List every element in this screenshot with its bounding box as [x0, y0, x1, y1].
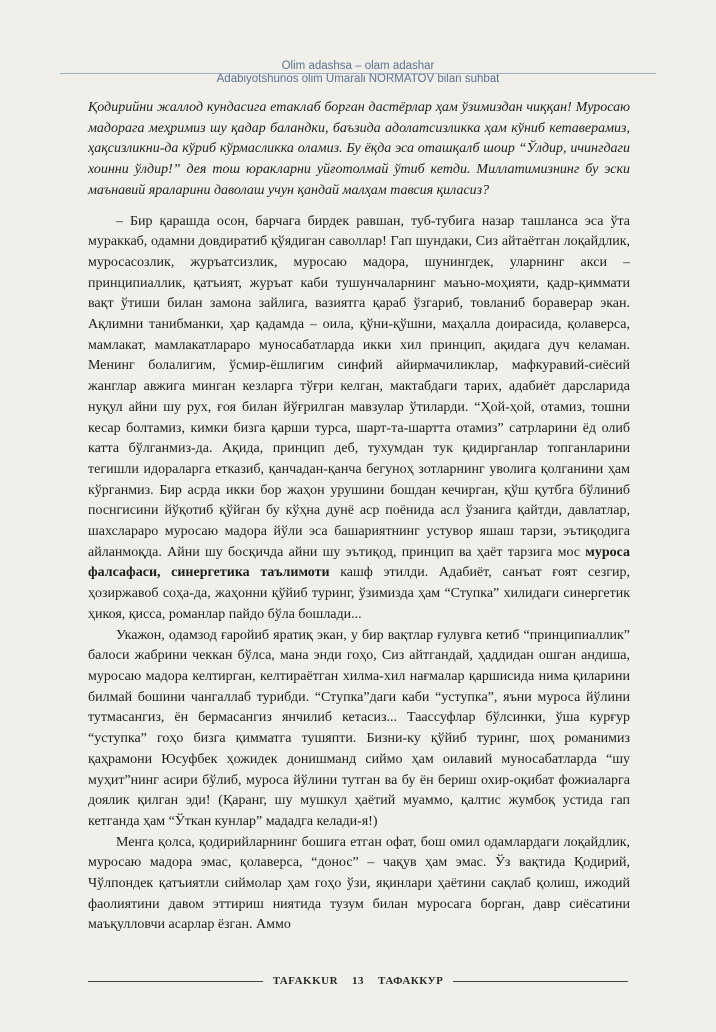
- answer-paragraph-3: Менга қолса, қодирийларнинг бошига етган офат, бош омил одамлардаги лоқайдлик, муросаю мадора эмас, қолаверса, “донос” – чақув ҳам эмас. Ўз вақтида Қодирий, Чўлпондек қатъиятли сиймолар ҳам гоҳо ўзи, яқинлари ҳаётини сақлаб қолиш, ижодий фаолиятини давом эттириш ниятида тузум билан муросага борган, давр сиёсатини маъқулловчи асарлар ёзган. Аммо: [88, 834, 630, 933]
- footer-magazine-latin: TAFAKKUR: [272, 975, 339, 987]
- answer-paragraph-1: [88, 212, 630, 626]
- footer-rule-right: [453, 981, 628, 982]
- footer-magazine-cyrillic: ТАФАККУР: [378, 975, 444, 987]
- header-title: Olim adashsa – olam adashar: [281, 60, 435, 72]
- page-number: 13: [352, 975, 365, 987]
- paragraph-text: – Бир қарашда осон, барчага бирдек равшан, туб-тубига назар ташланса эса ўта мураккаб, одамни довдиратиб қўядиган саволлар! Гап шундаки, Сиз айтаётган лоқайдлик, муросасозлик, журъатсизлик, муросаю мадора, шунингдек, уларнинг акси – принципиаллик, қатъият, журъат каби тушунчаларнинг маъно-моҳияти, қадр-қиммати вақт ўтиши билан замона зайлига, вазиятга қараб ўзгариб, товланиб бораверар экан. Ақлимни танибманки, ҳар қадамда – оила, қўни-қўшни, маҳалла доирасида, қолаверса, мамлакат, мамлакатлараро муносабатларда икки хил принцип, ақидага дуч келаман. Менинг болалигим, ўсмир-ёшлигим синфий айирмачиликлар, мафкуравий-сиёсий жанглар авжига минган кезларга тўғри келган, мактабдаги тарих, адабиёт дарсларида нуқул айни шу рух, ғоя билан йўғрилган мавзулар ўтиларди. “Ҳой-ҳой, отамиз, тошни кесар болтамиз, кимки бизга қарши турса, шарт-та-шартта отамиз” сатрларини ёд олиб катта бўлганмиз-да. Ақида, принцип деб, тухумдан тук қидирганлар топганларини тегишли идораларга етказиб, қанчадан-қанча бегуноҳ зотларнинг уволига қолганини ҳам кўрганмиз. Бир асрда икки бор жаҳон урушини бошдан кечирган, қўш қутбга бўлиниб поснгисини йўқотиб қўйган бу кўҳна дунё аср поёнида асл ўзанига қайтди, давлатлар, шахслараро муросаю мадора йўли эса башариятнинг устувор яшаш тарзи, эътиқодига айланмоқда. Айни шу босқичда айни шу эътиқод, принцип ва ҳаёт тарзига мос: [88, 213, 630, 560]
- answer-paragraph-2: Укажон, одамзод ғаройиб яратиқ экан, у бир вақтлар ғулувга кетиб “принципиаллик” балоси жабрини чеккан бўлса, мана энди гоҳо, Сиз айтгандай, ҳаддидан ошган андиша, муросаю мадора келтирган, келтираётган хилма-хил нағмалар қаршисида нима қиларини билмай бошини чангаллаб турибди. “Ступка”даги каби “уступка”, яъни муроса йўлини тутмасангиз, ён бермасангиз янчилиб кетасиз... Таассуфлар бўлсинки, ўша курғур “уступка” гоҳо бизга қимматга тушяпти. Бизни-ку қўйиб туринг, шоҳ романимиз қаҳрамони Юсуфбек ҳожидек донишманд сиймо ҳам оилавий муносабатларда “шу муҳит”нинг асири бўлиб, муроса йўлини тутган ва бу ён бериш охир-оқибат фожиаларга доялик қилган эди! (Қаранг, шу мушкул ҳаётий муаммо, қалтис жумбоқ устида гап кетганда ҳам “Ўткан кунлар” мададга келади-я!): [88, 627, 630, 829]
- bold-phrase: муроса фалсафаси, синергетика таълимоти: [88, 544, 630, 581]
- interview-question: Қодирийни жаллод кундасига етаклаб борган дастёрлар ҳам ўзимиздан чиққан! Муросаю мадорага меҳримиз шу қадар баландки, баъзида адолатсизликка ҳам кўниб кетаверамиз, ҳақсизликни-да кўриб кўрмасликка оламиз. Бу ёқда эса оташқалб шоир “Ўлдир, ичингдаги хоинни ўлдир!” дея тош юракларни уйғотолмай ўтиб кетди. Миллатимизнинг бу эски маънавий яраларини даволаш учун қандай малҳам тавсия қиласиз?: [88, 100, 630, 198]
- interview-answer: [88, 212, 630, 937]
- page-footer: [88, 975, 628, 987]
- header-divider: [60, 73, 656, 74]
- header-subtitle: Adabiyotshunos olim Umarali NORMATOV bilan suhbat: [216, 73, 500, 85]
- article-body: [88, 98, 630, 936]
- paragraph-text: кашф этилди. Адабиёт, санъат ғоят сезгир, ҳозиржавоб соҳа-да, жаҳонни қўйиб туринг, ўзимизда ҳам “Ступка” хилидаги синергетик ҳикоя, қисса, романлар пайдо бўла бошлади...: [88, 565, 630, 622]
- footer-rule-left: [88, 981, 263, 982]
